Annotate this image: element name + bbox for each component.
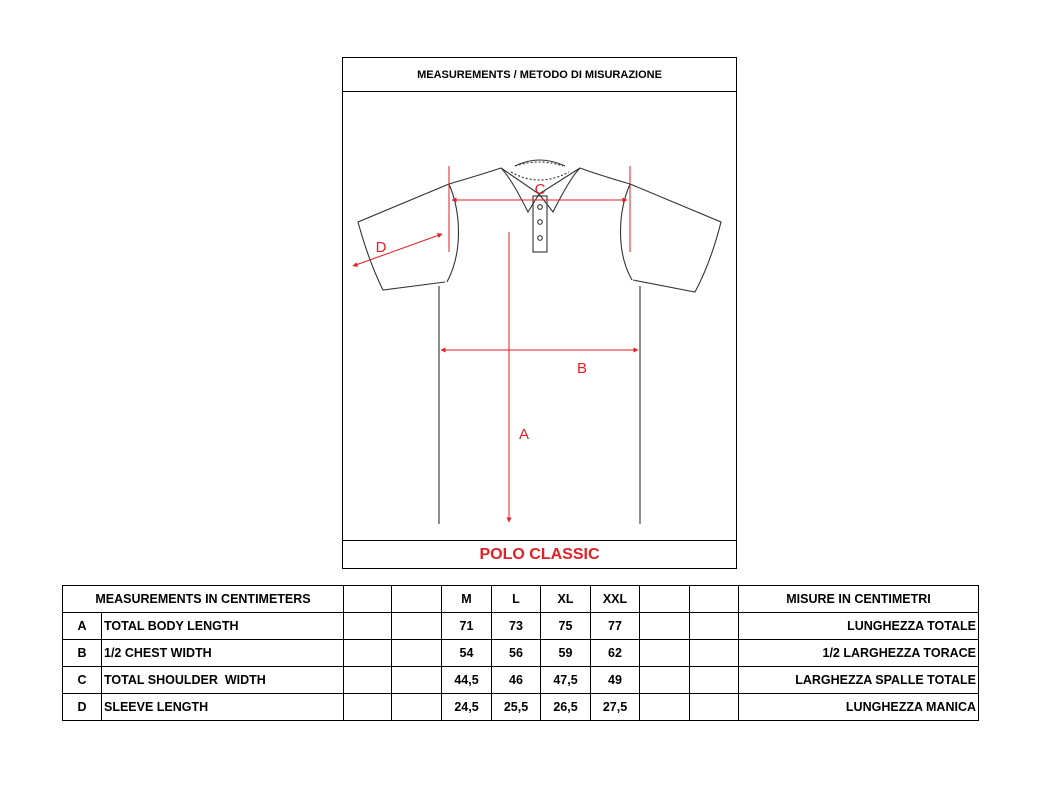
empty-cell: [640, 586, 690, 613]
empty-cell: [690, 694, 739, 721]
row-value: 26,5: [541, 694, 591, 721]
empty-cell: [344, 667, 392, 694]
row-value: 27,5: [591, 694, 640, 721]
row-value: 49: [591, 667, 640, 694]
empty-cell: [640, 667, 690, 694]
marker-d: D: [375, 239, 387, 256]
empty-cell: [640, 694, 690, 721]
row-label-it: 1/2 LARGHEZZA TORACE: [739, 640, 979, 667]
row-value: 46: [492, 667, 541, 694]
row-value: 75: [541, 613, 591, 640]
row-label-en: 1/2 CHEST WIDTH: [102, 640, 344, 667]
row-value: 54: [442, 640, 492, 667]
empty-cell: [640, 640, 690, 667]
marker-a: A: [518, 426, 530, 443]
empty-cell: [690, 586, 739, 613]
size-header: XL: [541, 586, 591, 613]
row-label-it: LUNGHEZZA TOTALE: [739, 613, 979, 640]
size-table: [62, 585, 979, 721]
marker-b: B: [576, 360, 588, 377]
panel-title: MEASUREMENTS / METODO DI MISURAZIONE: [343, 58, 736, 92]
row-value: 24,5: [442, 694, 492, 721]
row-code: A: [63, 613, 102, 640]
table-row: [63, 694, 979, 721]
row-value: 73: [492, 613, 541, 640]
empty-cell: [690, 667, 739, 694]
measurement-panel: [342, 57, 737, 569]
size-header: M: [442, 586, 492, 613]
row-value: 62: [591, 640, 640, 667]
empty-cell: [690, 640, 739, 667]
size-header: L: [492, 586, 541, 613]
empty-cell: [392, 667, 442, 694]
marker-c: C: [534, 181, 546, 198]
empty-cell: [344, 694, 392, 721]
row-value: 71: [442, 613, 492, 640]
table-row: [63, 613, 979, 640]
empty-cell: [344, 640, 392, 667]
row-value: 47,5: [541, 667, 591, 694]
table-row: [63, 640, 979, 667]
row-code: C: [63, 667, 102, 694]
empty-cell: [344, 586, 392, 613]
empty-cell: [392, 586, 442, 613]
empty-cell: [392, 640, 442, 667]
empty-cell: [392, 694, 442, 721]
measurement-guides: [353, 166, 638, 522]
size-header: XXL: [591, 586, 640, 613]
empty-cell: [344, 613, 392, 640]
row-label-it: LARGHEZZA SPALLE TOTALE: [739, 667, 979, 694]
row-label-it: LUNGHEZZA MANICA: [739, 694, 979, 721]
header-left: MEASUREMENTS IN CENTIMETERS: [63, 586, 344, 613]
table-header-row: [63, 586, 979, 613]
row-code: B: [63, 640, 102, 667]
row-value: 56: [492, 640, 541, 667]
polo-drawing: [343, 92, 736, 541]
empty-cell: [690, 613, 739, 640]
polo-diagram: [343, 92, 736, 541]
row-label-en: TOTAL BODY LENGTH: [102, 613, 344, 640]
row-code: D: [63, 694, 102, 721]
row-label-en: TOTAL SHOULDER WIDTH: [102, 667, 344, 694]
row-value: 59: [541, 640, 591, 667]
row-value: 25,5: [492, 694, 541, 721]
row-value: 44,5: [442, 667, 492, 694]
row-value: 77: [591, 613, 640, 640]
table-row: [63, 667, 979, 694]
empty-cell: [392, 613, 442, 640]
row-label-en: SLEEVE LENGTH: [102, 694, 344, 721]
header-right: MISURE IN CENTIMETRI: [739, 586, 979, 613]
empty-cell: [640, 613, 690, 640]
product-name: POLO CLASSIC: [343, 540, 736, 568]
polo-outline: [358, 160, 721, 524]
